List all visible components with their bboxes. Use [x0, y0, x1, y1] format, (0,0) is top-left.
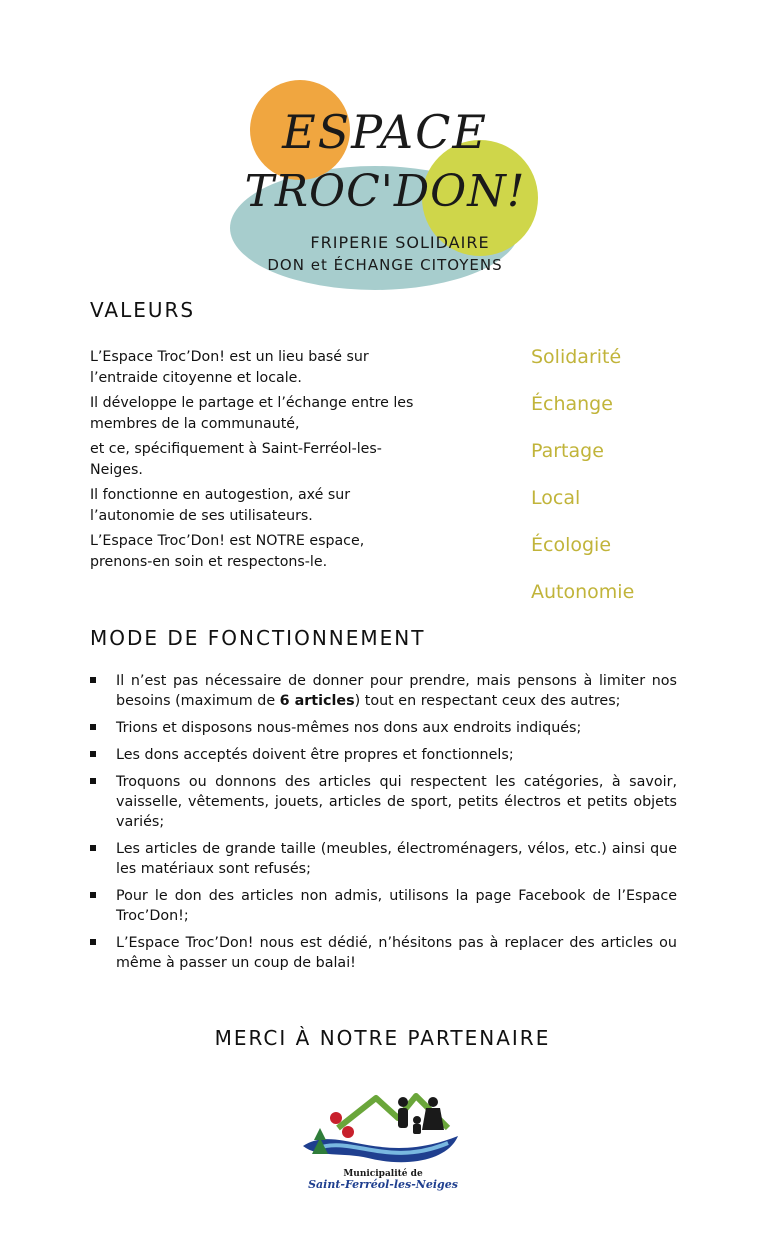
espace-troc-don-logo	[210, 78, 560, 293]
value-item: Autonomie	[531, 581, 635, 603]
family-person-icon	[428, 1097, 438, 1107]
rule-item	[90, 886, 677, 926]
value-item: Local	[531, 487, 581, 509]
square-bullet-icon	[90, 939, 96, 945]
valeurs-intro	[90, 347, 420, 577]
rule-item	[90, 839, 677, 879]
rule-item	[90, 745, 677, 765]
rules-list	[90, 671, 677, 980]
square-bullet-icon	[90, 845, 96, 851]
rule-text: Trions et disposons nous-mêmes nos dons aux endroits indiqués;	[116, 720, 582, 736]
valeurs-heading: VALEURS	[90, 298, 196, 322]
partner-line1: Municipalité de	[343, 1169, 423, 1179]
value-item: Partage	[531, 440, 604, 462]
rule-item	[90, 772, 677, 832]
partner-logo	[298, 1088, 468, 1194]
intro-paragraph: Il développe le partage et l’échange entre les membres de la communauté,	[90, 395, 414, 432]
value-item: Échange	[531, 393, 613, 415]
merci-heading: MERCI À NOTRE PARTENAIRE	[214, 1026, 551, 1050]
square-bullet-icon	[90, 724, 96, 730]
family-child-icon	[413, 1124, 421, 1134]
intro-paragraph: L’Espace Troc’Don! est un lieu basé sur l’entraide citoyenne et locale.	[90, 349, 369, 386]
intro-paragraph: Il fonctionne en autogestion, axé sur l’autonomie de ses utilisateurs.	[90, 487, 351, 524]
value-item: Écologie	[531, 534, 612, 556]
value-item: Solidarité	[531, 346, 622, 368]
logo-subtitle-friperie: FRIPERIE SOLIDAIRE	[310, 233, 490, 252]
intro-paragraph: et ce, spécifiquement à Saint-Ferréol-les-Neiges.	[90, 441, 382, 478]
tree-icon	[314, 1128, 326, 1140]
mode-heading: MODE DE FONCTIONNEMENT	[90, 626, 426, 650]
square-bullet-icon	[90, 892, 96, 898]
rule-text: Troquons ou donnons des articles qui respectent les catégories, à savoir, vaisselle, vêtements, jouets, articles de sport, petits électros et petits objets variés;	[116, 774, 677, 830]
logo-word-espace: ESPACE	[282, 105, 488, 159]
square-bullet-icon	[90, 751, 96, 757]
intro-paragraph: L’Espace Troc’Don! est NOTRE espace, prenons-en soin et respectons-le.	[90, 533, 365, 570]
rule-item	[90, 718, 677, 738]
rule-text: Les articles de grande taille (meubles, électroménagers, vélos, etc.) ainsi que les matériaux sont refusés;	[116, 841, 677, 877]
logo-subtitle-don-echange: DON et ÉCHANGE CITOYENS	[267, 256, 503, 274]
rule-item	[90, 933, 677, 973]
partner-line2: Saint-Ferréol-les-Neiges	[308, 1178, 458, 1191]
rule-text: ) tout en respectant ceux des autres;	[354, 693, 621, 709]
logo-word-trocdon: TROC'DON!	[244, 166, 526, 217]
family-person-icon	[398, 1108, 408, 1128]
square-bullet-icon	[90, 677, 96, 683]
rule-text: L’Espace Troc’Don! nous est dédié, n’hésitons pas à replacer des articles ou même à passer un coup de balai!	[116, 935, 677, 971]
values-list	[531, 342, 634, 624]
family-child-icon	[413, 1116, 421, 1124]
family-person-icon	[422, 1108, 444, 1130]
square-bullet-icon	[90, 778, 96, 784]
rule-text: Les dons acceptés doivent être propres et fonctionnels;	[116, 747, 514, 763]
rule-item	[90, 671, 677, 711]
flower-icon	[330, 1112, 342, 1124]
flower-icon	[342, 1126, 354, 1138]
rule-text: Il n’est pas nécessaire de donner pour prendre, mais pensons à limiter nos besoins (maximum de	[116, 673, 677, 709]
rule-text: Pour le don des articles non admis, utilisons la page Facebook de l’Espace Troc’Don!;	[116, 888, 677, 924]
rule-bold: 6 articles	[279, 693, 355, 709]
family-person-icon	[398, 1097, 408, 1107]
